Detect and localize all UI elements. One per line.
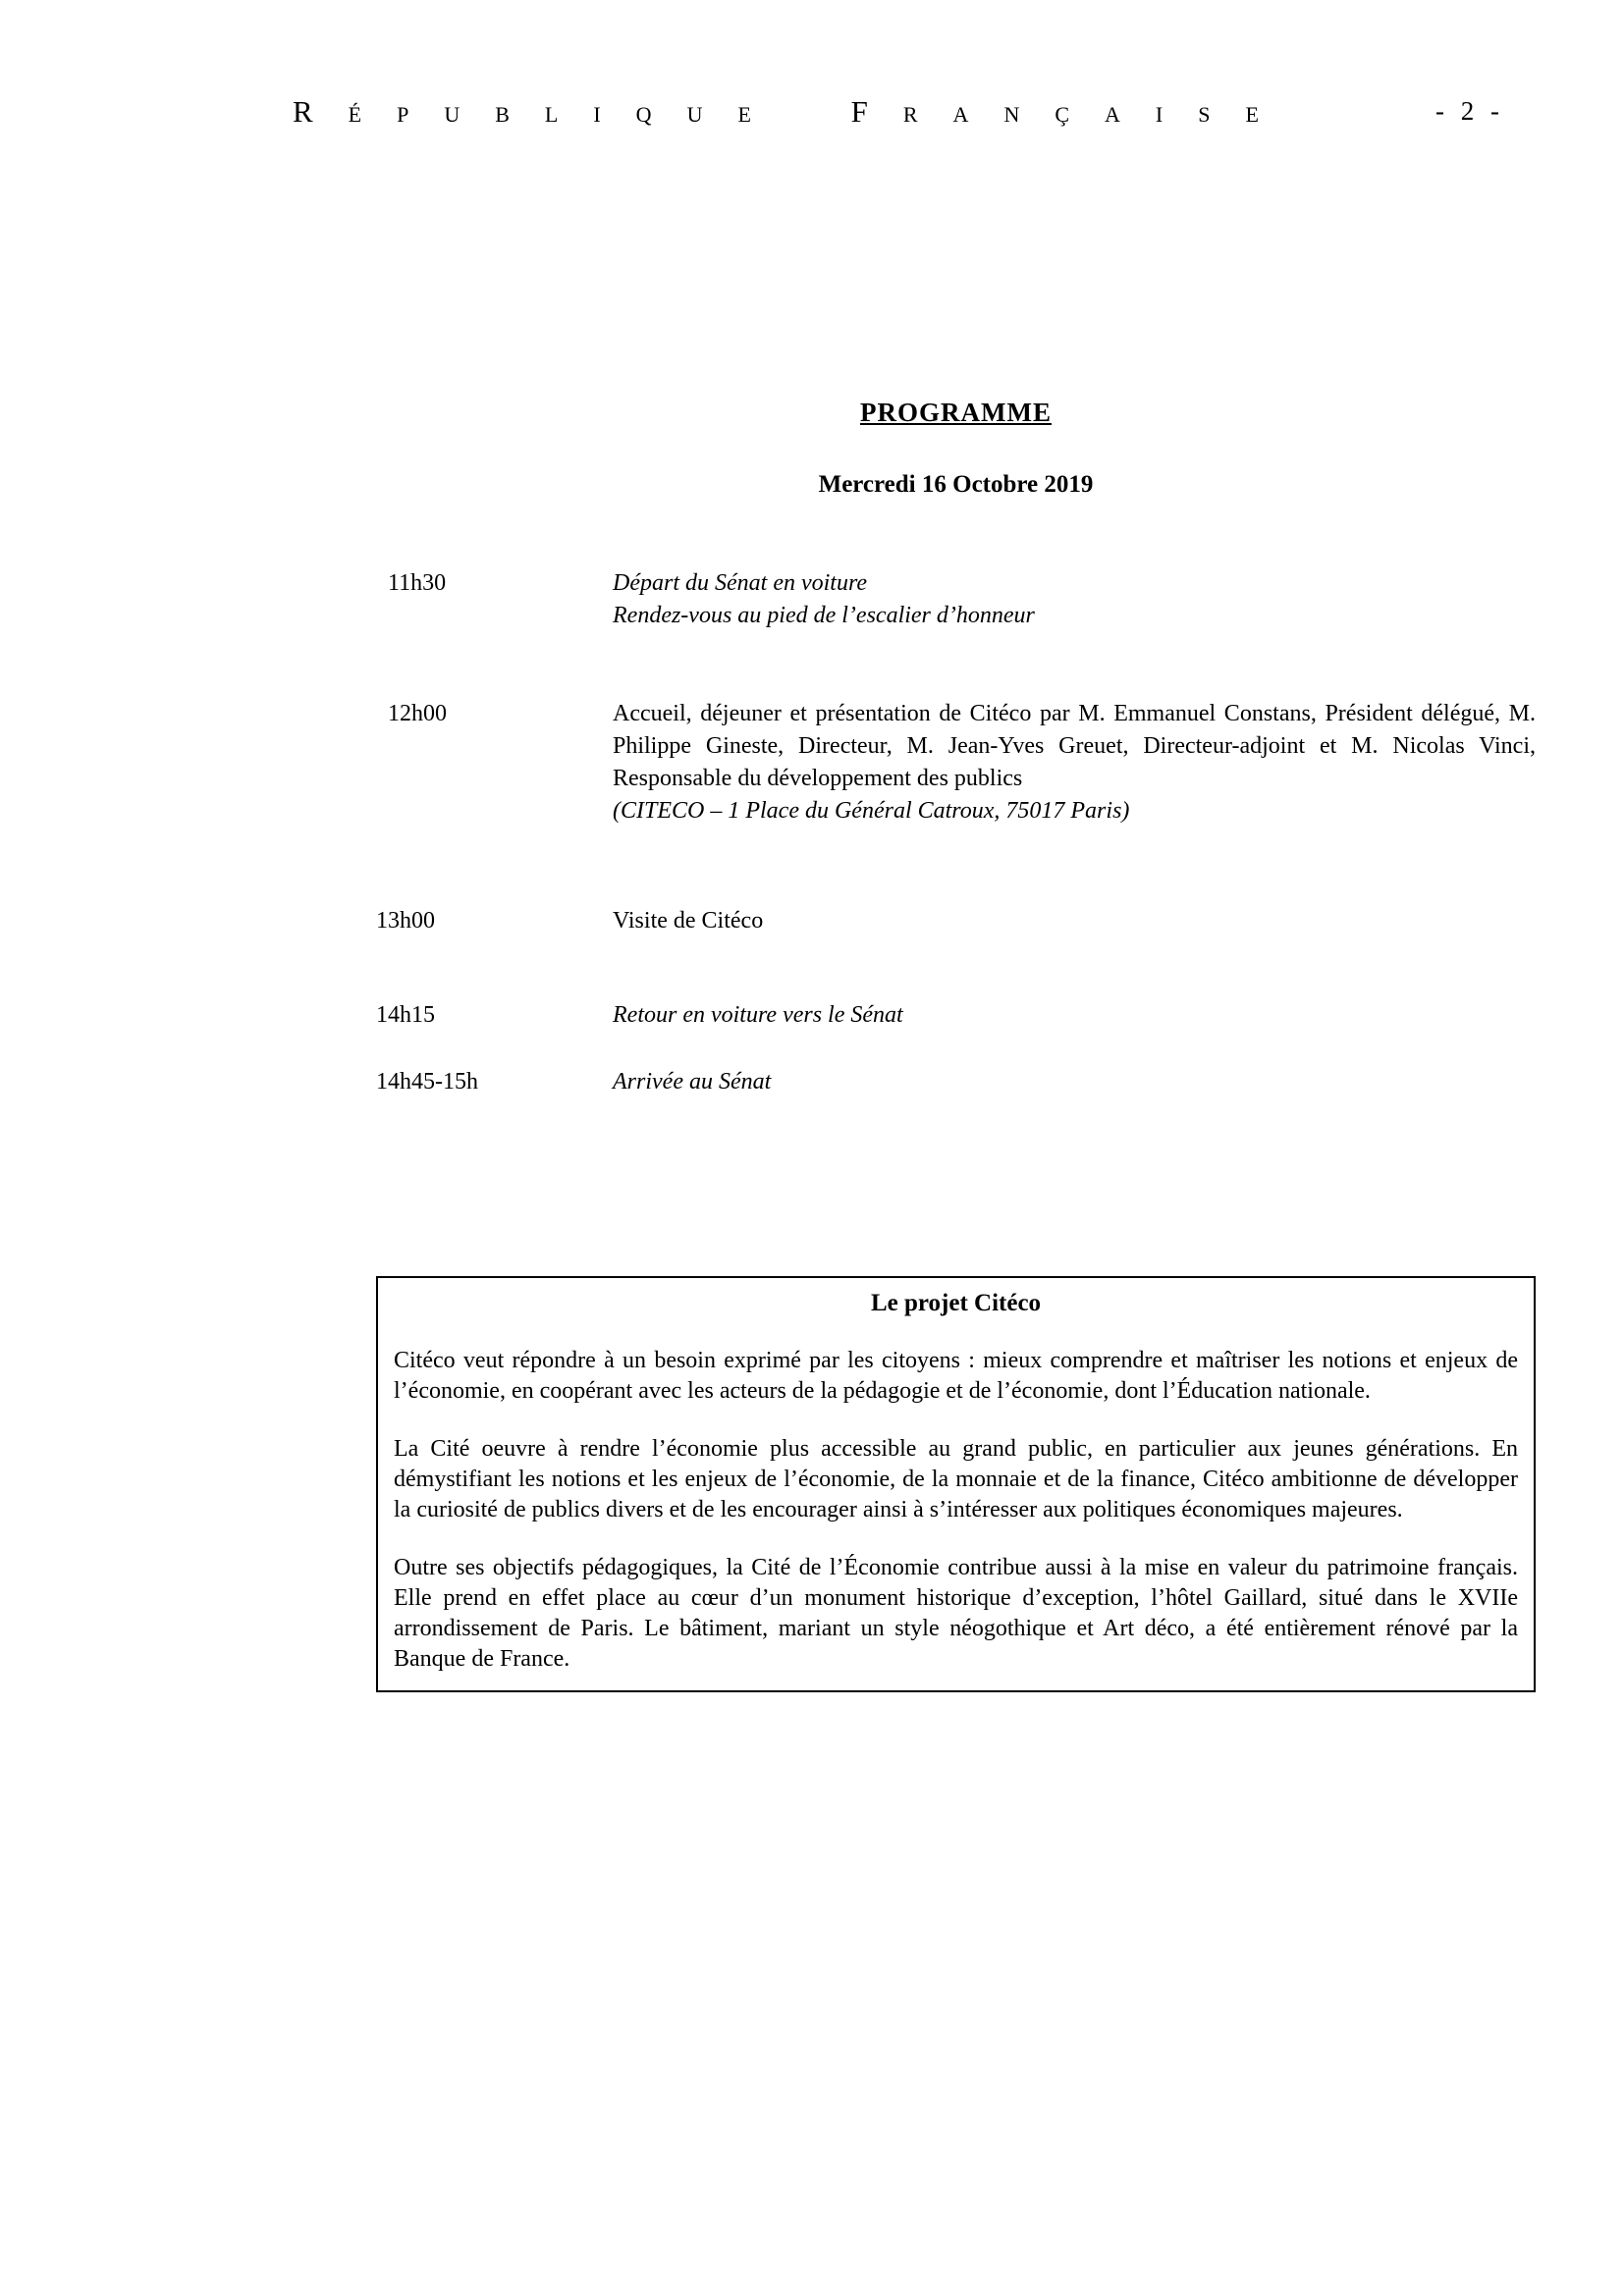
schedule-row bbox=[376, 698, 1536, 828]
schedule-time: 11h30 bbox=[388, 570, 447, 596]
schedule-note: (CITECO – 1 Place du Général Catroux, 75017 Paris) bbox=[613, 798, 1130, 824]
schedule-row bbox=[376, 999, 1536, 1032]
schedule-text-line: Retour en voiture vers le Sénat bbox=[613, 1002, 903, 1028]
box-paragraph: La Cité oeuvre à rendre l’économie plus accessible au grand public, en particulier aux jeunes générations. En démystifiant les notions et les enjeux de l’économie, de la monnaie et de la finance, Citéco ambitionne de développer la curiosité de publics divers et de les encourager ainsi à s’intéresser aux politiques économiques majeures. bbox=[394, 1436, 1518, 1522]
schedule-row bbox=[376, 567, 1536, 632]
schedule-row bbox=[376, 905, 1536, 937]
schedule-row bbox=[376, 1066, 1536, 1098]
schedule-entry bbox=[613, 567, 1536, 632]
box-paragraph: Citéco veut répondre à un besoin exprimé par les citoyens : mieux comprendre et maîtriser les notions et enjeux de l’économie, en coopérant avec les acteurs de la pédagogie et de l’économie, dont l’Éducation nationale. bbox=[394, 1348, 1518, 1404]
republique-francaise-heading: République Française bbox=[293, 94, 1294, 129]
schedule-entry bbox=[613, 1066, 1536, 1098]
schedule bbox=[376, 567, 1536, 1098]
schedule-entry bbox=[613, 905, 1536, 937]
schedule-entry bbox=[613, 698, 1536, 828]
citeco-project-box bbox=[376, 1276, 1536, 1692]
document-header bbox=[0, 94, 1624, 143]
schedule-text-line: Accueil, déjeuner et présentation de Citéco par M. Emmanuel Constans, Président délégué, M. Philippe Gineste, Directeur, M. Jean-Yves Greuet, Directeur-adjoint et M. Nicolas Vinci, Responsable du développement des publics bbox=[613, 701, 1536, 791]
program-date: Mercredi 16 Octobre 2019 bbox=[818, 471, 1094, 498]
schedule-time: 14h45-15h bbox=[376, 1069, 478, 1095]
box-title: Le projet Citéco bbox=[870, 1290, 1042, 1316]
page-number: - 2 - bbox=[1435, 96, 1504, 126]
schedule-time: 14h15 bbox=[376, 1002, 435, 1028]
schedule-time: 12h00 bbox=[388, 701, 447, 726]
schedule-text-line: Départ du Sénat en voiture bbox=[613, 570, 868, 596]
schedule-text-line: Visite de Citéco bbox=[613, 908, 764, 934]
schedule-time: 13h00 bbox=[376, 908, 435, 934]
schedule-text-line: Arrivée au Sénat bbox=[613, 1069, 772, 1095]
schedule-text-line: Rendez-vous au pied de l’escalier d’honneur bbox=[613, 603, 1035, 628]
program-title: PROGRAMME bbox=[860, 398, 1052, 427]
schedule-entry bbox=[613, 999, 1536, 1032]
box-paragraph: Outre ses objectifs pédagogiques, la Cité de l’Économie contribue aussi à la mise en valeur du patrimoine français. Elle prend en effet place au cœur d’un monument historique d’exception, l’hôtel Gaillard, situé dans le XVIIe arrondissement de Paris. Le bâtiment, mariant un style néogothique et Art déco, a été entièrement rénové par la Banque de France. bbox=[394, 1555, 1518, 1672]
